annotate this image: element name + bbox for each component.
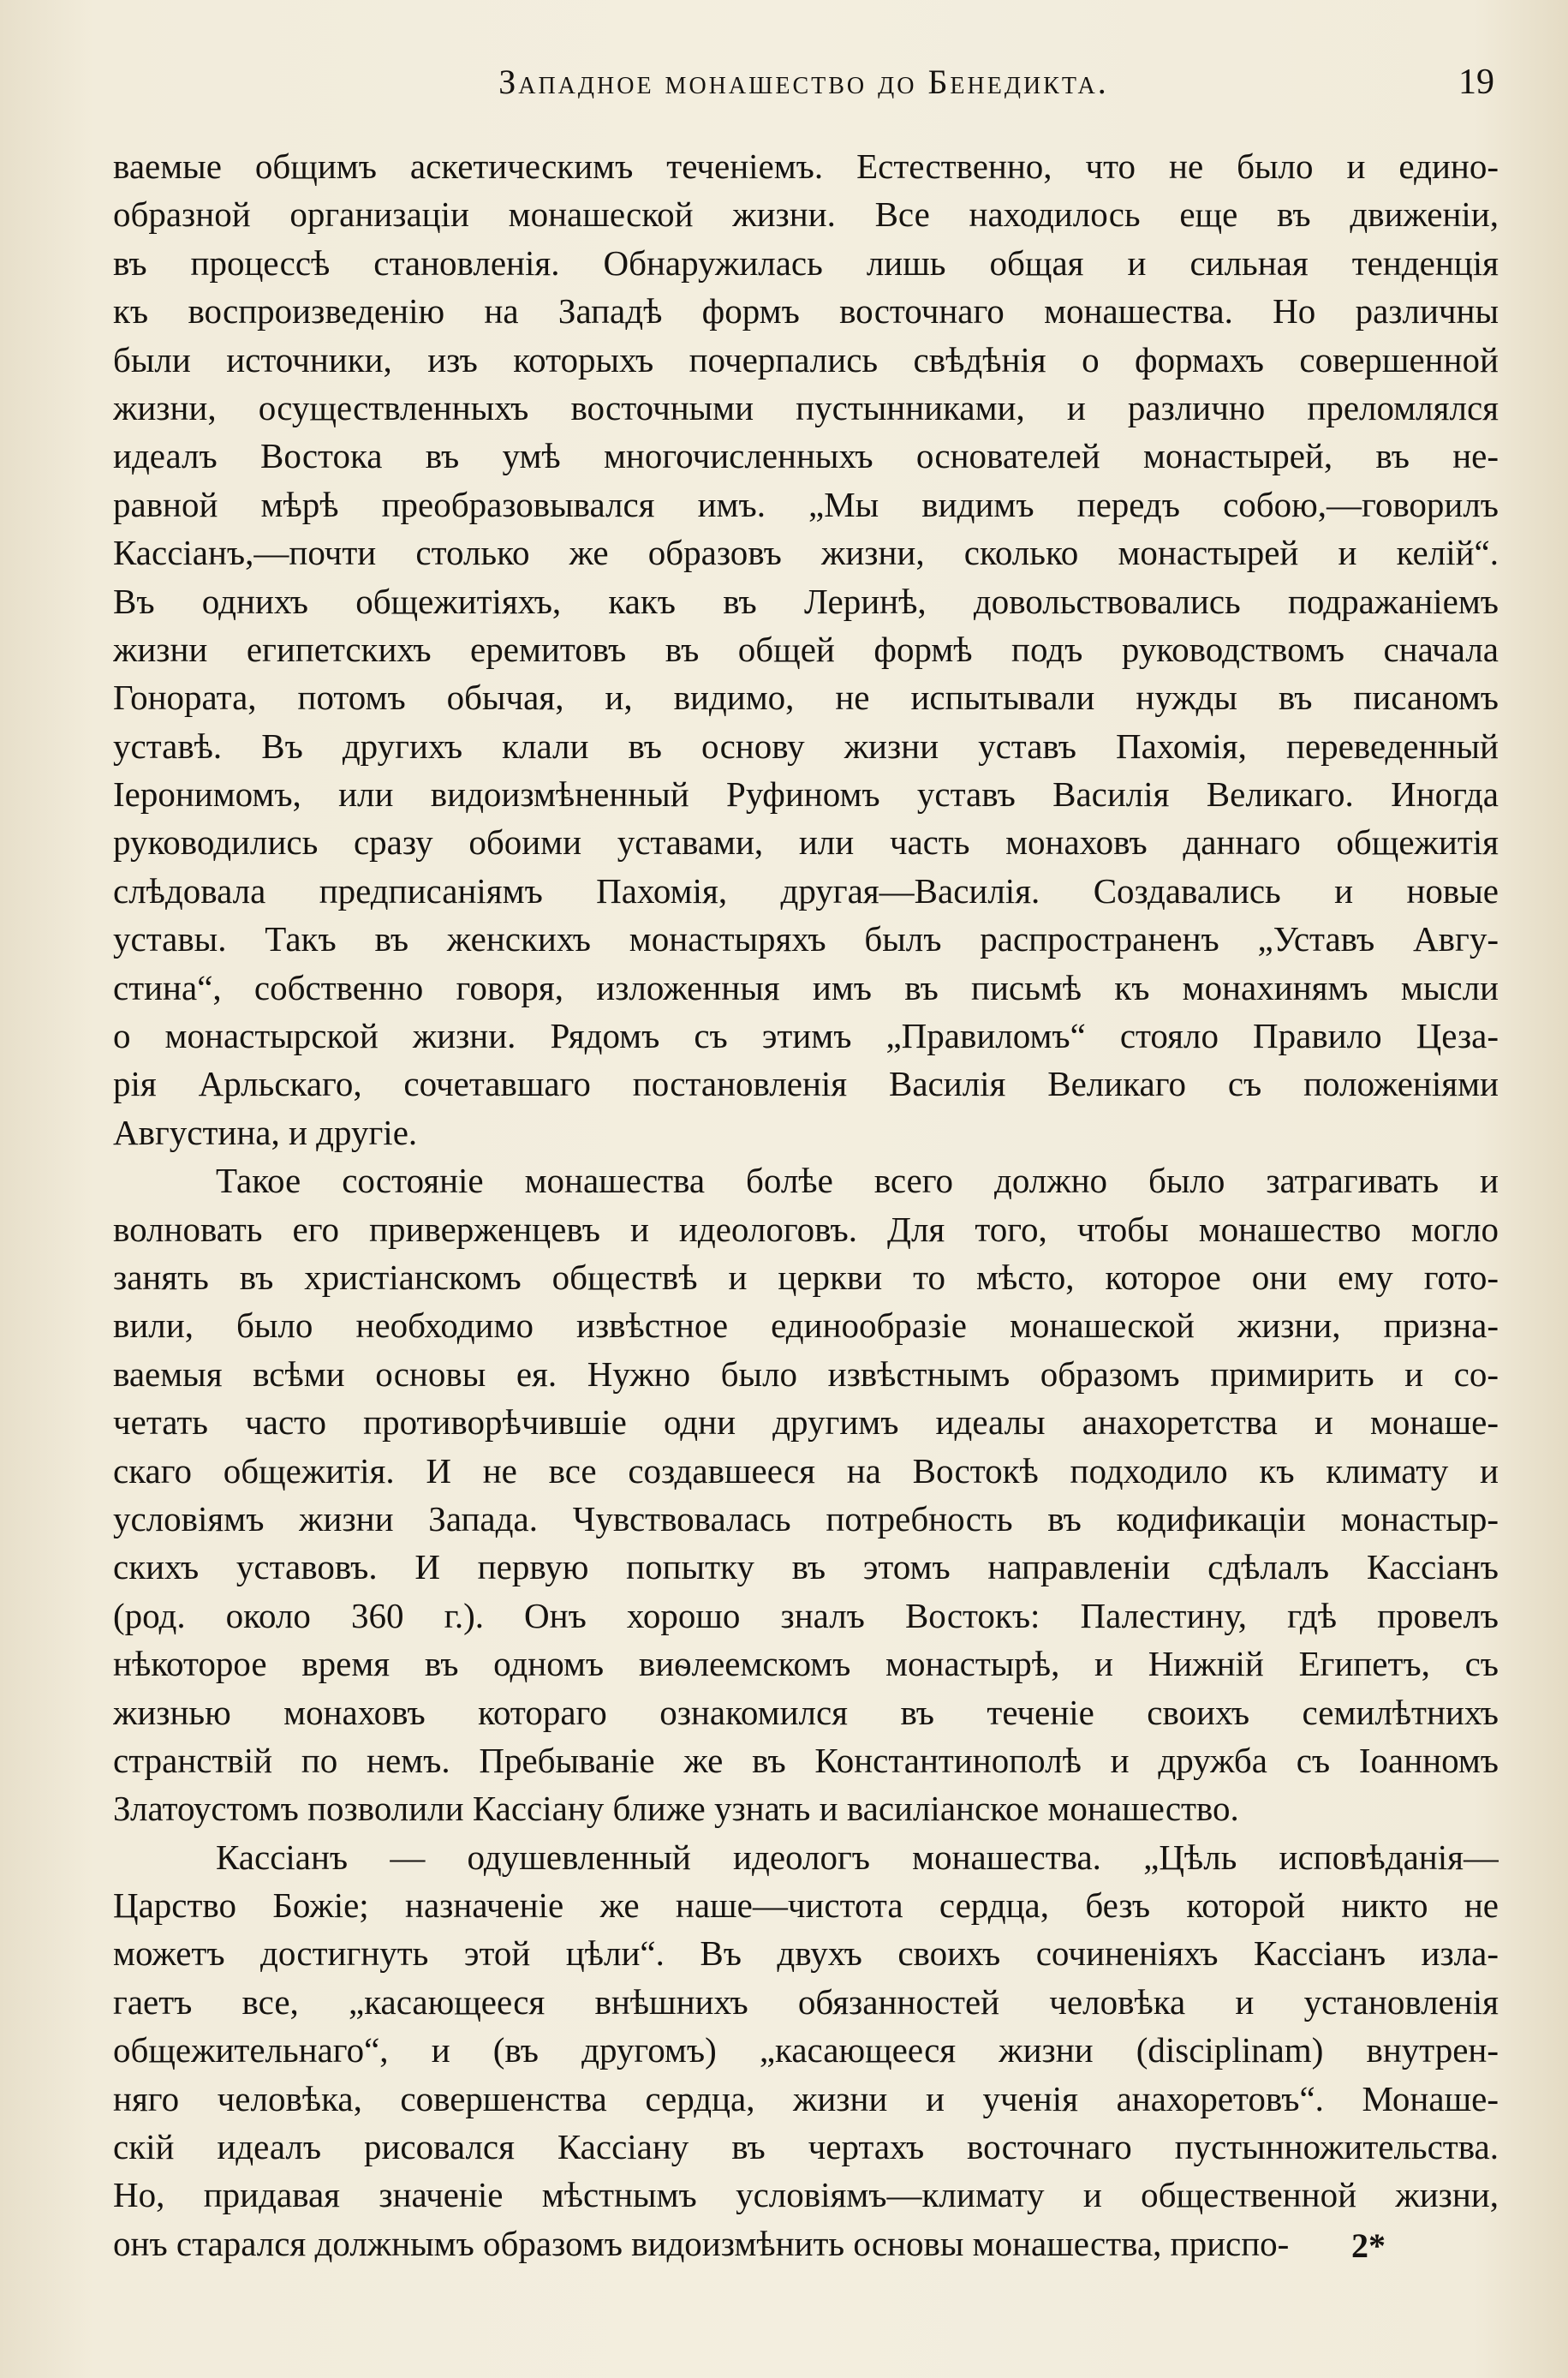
page-number: 19 (1458, 63, 1494, 102)
text-line: въ процессѣ становленія. Обнаружилась лишь общая и сильная тенденція (113, 242, 1499, 283)
text-line: гаетъ все, „касающееся внѣшнихъ обязанностей человѣка и установленія (113, 1981, 1499, 2022)
text-line: скій идеалъ рисовался Кассіану въ чертахъ восточнаго пустынножительства. (113, 2127, 1499, 2167)
text-line: Златоустомъ позволили Кассіану ближе узнать и василіанское монашество. (113, 1789, 1239, 1829)
text-line: ваемые общимъ аскетическимъ теченіемъ. Естественно, что не было и едино- (113, 146, 1499, 186)
paragraph (113, 142, 1499, 1156)
text-line: уставы. Такъ въ женскихъ монастыряхъ былъ распространенъ „Уставъ Авгу- (113, 919, 1499, 959)
text-line: занять въ христіанскомъ обществѣ и церкви то мѣсто, которое они ему гото- (113, 1257, 1499, 1297)
text-line: образной организаціи монашеской жизни. Все находилось еще въ движеніи, (113, 194, 1499, 235)
main-text (113, 142, 1499, 2267)
text-line: уставѣ. Въ другихъ клали въ основу жизни уставъ Пахомія, переведенный (113, 726, 1499, 766)
text-line: жизнью монаховъ котораго ознакомился въ теченіе своихъ семилѣтнихъ (113, 1692, 1499, 1732)
text-line: нѣкоторое время въ одномъ виѳлеемскомъ монастырѣ, и Нижній Египетъ, съ (113, 1644, 1499, 1684)
text-line: вили, было необходимо извѣстное единообразіе монашеской жизни, призна- (113, 1306, 1499, 1346)
text-line: четать часто противорѣчившіе одни другимъ идеалы анахоретства и монаше- (113, 1402, 1499, 1443)
text-line: слѣдовала предписаніямъ Пахомія, другая—Василія. Создавались и новые (113, 870, 1499, 911)
text-line: волновать его приверженцевъ и идеологовъ. Для того, чтобы монашество могло (113, 1209, 1499, 1249)
text-line: Кассіанъ — одушевленный идеологъ монашества. „Цѣль исповѣданія— (216, 1837, 1499, 1877)
text-line: стина“, собственно говоря, изложенныя имъ въ письмѣ къ монахинямъ мысли (113, 967, 1499, 1007)
printer-signature-mark: 2* (1351, 2226, 1386, 2265)
page-header (113, 62, 1494, 113)
paragraph (113, 1833, 1499, 2268)
text-line: Іеронимомъ, или видоизмѣненный Руфиномъ уставъ Василія Великаго. Иногда (113, 774, 1499, 815)
text-line: онъ старался должнымъ образомъ видоизмѣнить основы монашества, приспо- (113, 2223, 1290, 2263)
text-line: Августина, и другіе. (113, 1112, 418, 1152)
text-line: идеалъ Востока въ умѣ многочисленныхъ основателей монастырей, въ не- (113, 436, 1499, 476)
text-line: няго человѣка, совершенства сердца, жизни и ученія анахоретовъ“. Монаше- (113, 2078, 1499, 2118)
text-line: Царство Божіе; назначеніе же наше—чистота сердца, безъ которой никто не (113, 1885, 1499, 1926)
text-line: жизни египетскихъ еремитовъ въ общей формѣ подъ руководствомъ сначала (113, 629, 1499, 669)
running-title: Западное монашество до Бенедикта. (498, 63, 1109, 101)
text-line: были источники, изъ которыхъ почерпались свѣдѣнія о формахъ совершенной (113, 339, 1499, 379)
text-line: общежительнаго“, и (въ другомъ) „касающееся жизни (disciplinam) внутрен- (113, 2030, 1499, 2070)
text-line: скаго общежитія. И не все создавшееся на Востокѣ подходило къ климату и (113, 1450, 1499, 1491)
text-line: ваемыя всѣми основы ея. Нужно было извѣстнымъ образомъ примирить и со- (113, 1353, 1499, 1394)
text-line: равной мѣрѣ преобразовывался имъ. „Мы видимъ передъ собою,—говорилъ (113, 484, 1499, 524)
paragraph (113, 1156, 1499, 1832)
text-line: Но, придавая значеніе мѣстнымъ условіямъ—климату и общественной жизни, (113, 2175, 1499, 2215)
text-line: Въ однихъ общежитіяхъ, какъ въ Леринѣ, довольствовались подражаніемъ (113, 581, 1499, 621)
text-line: руководились сразу обоими уставами, или часть монаховъ даннаго общежитія (113, 822, 1499, 863)
text-line: къ воспроизведенію на Западѣ формъ восточнаго монашества. Но различны (113, 291, 1499, 332)
text-line: (род. около 360 г.). Онъ хорошо зналъ Востокъ: Палестину, гдѣ провелъ (113, 1595, 1499, 1635)
text-line: скихъ уставовъ. И первую попытку въ этомъ направленіи сдѣлалъ Кассіанъ (113, 1547, 1499, 1587)
text-line: рія Арльскаго, сочетавшаго постановленія Василія Великаго съ положеніями (113, 1064, 1499, 1104)
text-line: Такое состояніе монашества болѣе всего должно было затрагивать и (216, 1161, 1499, 1201)
text-line: жизни, осуществленныхъ восточными пустынниками, и различно преломлялся (113, 387, 1499, 427)
text-line: о монастырской жизни. Рядомъ съ этимъ „Правиломъ“ стояло Правило Цеза- (113, 1016, 1499, 1056)
text-line: условіямъ жизни Запада. Чувствовалась потребность въ кодификаціи монастыр- (113, 1498, 1499, 1539)
text-line: Кассіанъ,—почти столько же образовъ жизни, сколько монастырей и келій“. (113, 533, 1499, 573)
text-line: странствій по немъ. Пребываніе же въ Константинополѣ и дружба съ Іоанномъ (113, 1740, 1499, 1780)
text-line: Гонората, потомъ обычая, и, видимо, не испытывали нужды въ писаномъ (113, 678, 1499, 718)
text-line: можетъ достигнуть этой цѣли“. Въ двухъ своихъ сочиненіяхъ Кассіанъ изла- (113, 1933, 1499, 1974)
